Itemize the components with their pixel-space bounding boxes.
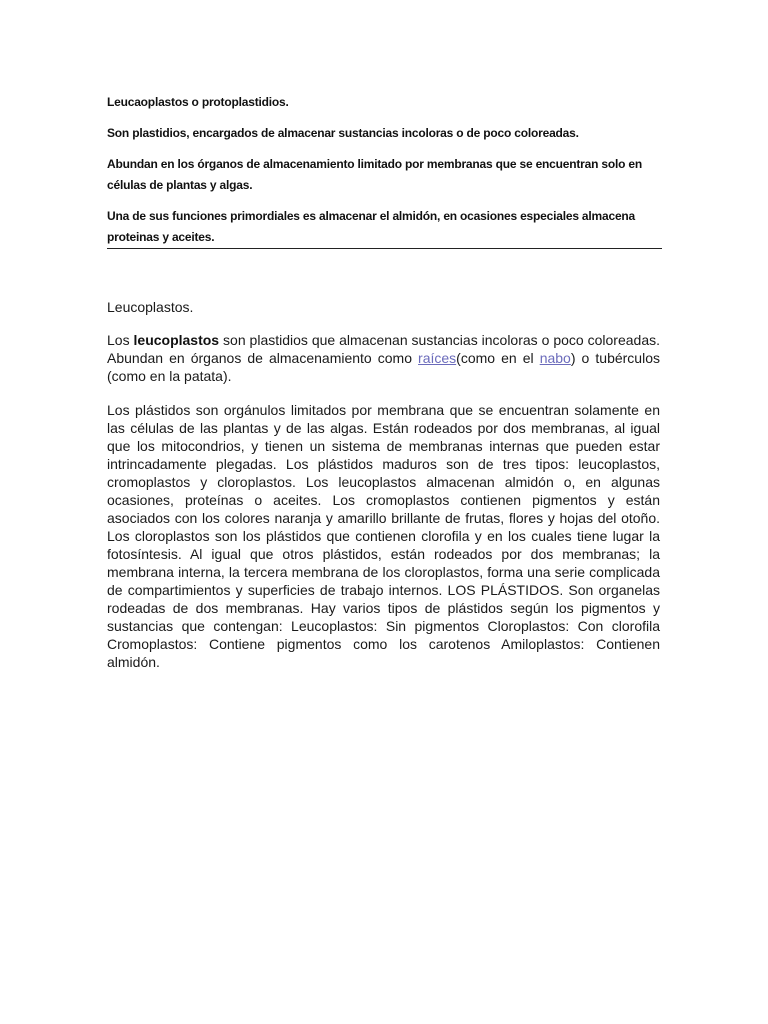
article-block xyxy=(107,298,660,671)
summary-title: Leucaoplastos o protoplastidios. xyxy=(107,95,289,109)
summary-line-3: Una de sus funciones primordiales es almacenar el almidón, en ocasiones especiales almacena proteinas y aceites. xyxy=(107,209,636,244)
article-paragraph-2: Los plástidos son orgánulos limitados por membrana que se encuentran solamente en las células de las plantas y de las algas. Están rodeados por dos membranas, al igual que los mitocondrios, y tienen un sistema de membranas internas que pueden estar intrincadamente plegadas. Los plástidos maduros son de tres tipos: leucoplastos, cromoplastos y cloroplastos. Los leucoplastos almacenan almidón o, en algunas ocasiones, proteínas o aceites. Los cromoplastos contienen pigmentos y están asociados con los colores naranja y amarillo brillante de frutas, flores y hojas del otoño. Los cloroplastos son los plástidos que contienen clorofila y en los cuales tiene lugar la fotosíntesis. Al igual que otros plástidos, están rodeados por dos membranas; la membrana interna, la tercera membrana de los cloroplastos, forma una serie complicada de compartimientos y superficies de trabajo internos. LOS PLÁSTIDOS. Son organelas rodeadas de dos membranas. Hay varios tipos de plástidos según los pigmentos y sustancias que contengan: Leucoplastos: Sin pigmentos Cloroplastos: Con clorofila Cromoplastos: Contiene pigmentos como los carotenos Amiloplastos: Contienen almidón. xyxy=(107,402,660,670)
nabo-link[interactable]: nabo xyxy=(539,350,571,366)
raices-link[interactable]: raíces xyxy=(418,350,457,366)
article-paragraph-1 xyxy=(107,331,660,385)
summary-line-1: Son plastidios, encargados de almacenar sustancias incoloras o de poco coloreadas. xyxy=(107,126,579,140)
p1-text-c: ) o tubérculos (como en la patata). xyxy=(107,350,660,384)
summary-line-2: Abundan en los órganos de almacenamiento limitado por membranas que se encuentran solo en células de plantas y algas. xyxy=(107,157,642,192)
p1-lead: Los xyxy=(107,332,134,348)
summary-block xyxy=(107,92,662,248)
p1-text-a: son plastidios que almacenan sustancias incoloras o poco coloreadas. Abundan en órganos de almacenamiento como xyxy=(107,332,660,366)
horizontal-rule xyxy=(107,248,662,249)
article-heading: Leucoplastos. xyxy=(107,299,194,315)
p1-text-b: (como en el xyxy=(456,350,540,366)
p1-bold-term: leucoplastos xyxy=(133,332,220,348)
